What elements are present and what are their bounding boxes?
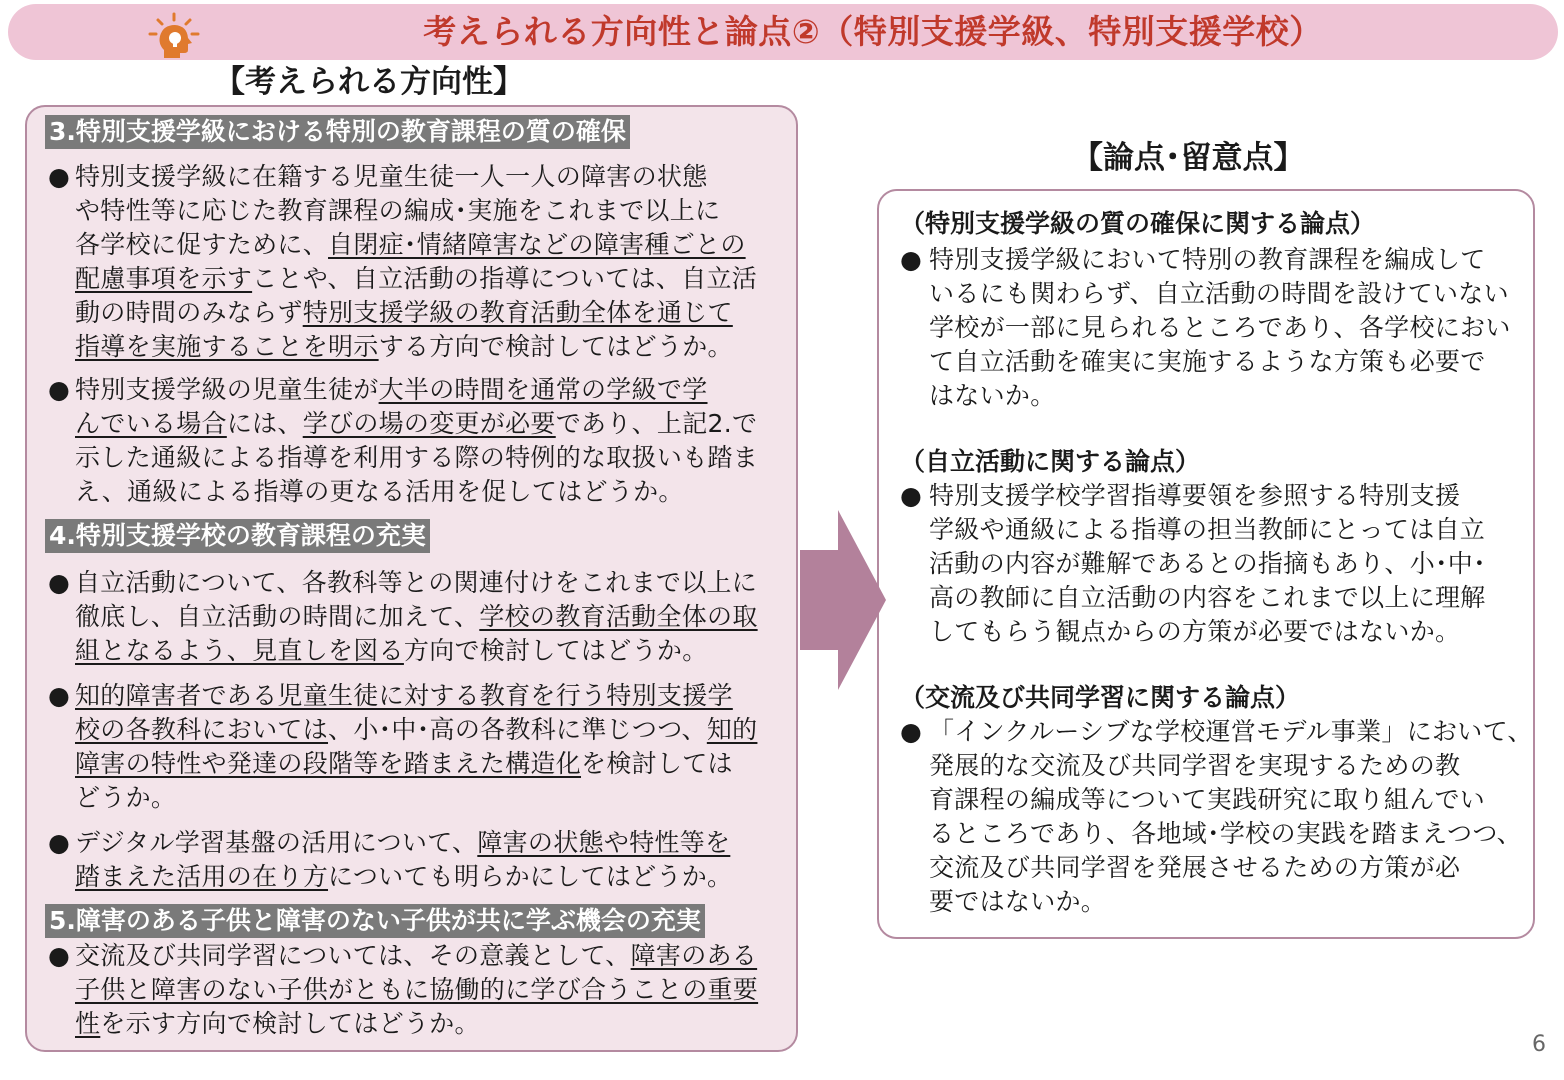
text-segment: いるにも関わらず、自立活動の時間を設けていない bbox=[929, 279, 1509, 308]
text-segment: 育課程の編成等について実践研究に取り組んでい bbox=[929, 785, 1486, 814]
left-heading: 【考えられる方向性】 bbox=[214, 64, 524, 100]
text-line bbox=[929, 749, 1533, 783]
text-segment: を示す方向で検討してはどうか。 bbox=[100, 1009, 480, 1038]
issue-group-heading: （自立活動に関する論点） bbox=[900, 447, 1201, 476]
text-line bbox=[929, 479, 1486, 513]
page-title: 考えられる方向性と論点②（特別支援学級、特別支援学校） bbox=[423, 12, 1323, 51]
text-segment: してもらう観点からの方策が必要ではないか。 bbox=[929, 617, 1461, 646]
text-line bbox=[75, 160, 757, 194]
bullet-dot-icon: ● bbox=[48, 828, 71, 857]
underlined-text: んでいる場合 bbox=[75, 409, 227, 438]
underlined-text: 自閉症･情緒障害などの障害種ごとの bbox=[328, 230, 746, 259]
underlined-text: 知的 bbox=[706, 715, 758, 744]
text-line bbox=[929, 379, 1511, 413]
underlined-text: 校の各教科においては bbox=[75, 715, 329, 744]
text-segment: 特別支援学級において特別の教育課程を編成して bbox=[929, 245, 1486, 274]
bullet-dot-icon: ● bbox=[900, 481, 923, 510]
bullet-item bbox=[48, 679, 757, 815]
text-segment: 示した通級による指導を利用する際の特例的な取扱いも踏ま bbox=[75, 443, 759, 472]
text-line bbox=[75, 1007, 758, 1041]
underlined-text: 性 bbox=[75, 1009, 101, 1038]
bullet-item bbox=[48, 373, 758, 509]
text-line bbox=[929, 277, 1511, 311]
section-4-heading: 4.特別支援学校の教育課程の充実 bbox=[45, 519, 430, 553]
text-segment: るところであり、各地域･学校の実践を踏まえつつ、 bbox=[929, 819, 1522, 848]
text-line bbox=[929, 851, 1533, 885]
text-segment: であり、上記2.で bbox=[555, 409, 758, 438]
bullet-item bbox=[900, 479, 1486, 649]
bullet-dot-icon: ● bbox=[900, 245, 923, 274]
underlined-text: 大半の時間を通常の学級で学 bbox=[378, 375, 708, 404]
text-segment: 、小･中･高の各教科に準じつつ、 bbox=[328, 715, 707, 744]
issue-group-heading: （特別支援学級の質の確保に関する論点） bbox=[900, 209, 1376, 238]
text-line bbox=[75, 747, 757, 781]
text-line bbox=[929, 581, 1486, 615]
text-line bbox=[929, 885, 1533, 919]
text-segment: 発展的な交流及び共同学習を実現するための教 bbox=[929, 751, 1461, 780]
bullet-item bbox=[48, 566, 758, 668]
text-segment: 方向で検討してはどうか。 bbox=[403, 636, 708, 665]
text-line bbox=[75, 939, 758, 973]
text-segment: 高の教師に自立活動の内容をこれまで以上に理解 bbox=[929, 583, 1486, 612]
underlined-text: 組となるよう、見直しを図る bbox=[75, 636, 404, 665]
text-segment: を検討しては bbox=[581, 749, 733, 778]
text-segment: 交流及び共同学習については、その意義として、 bbox=[75, 941, 631, 970]
text-line bbox=[75, 296, 757, 330]
text-segment: 特別支援学級に在籍する児童生徒一人一人の障害の状態 bbox=[75, 162, 708, 191]
text-segment: 特別支援学校学習指導要領を参照する特別支援 bbox=[929, 481, 1461, 510]
text-segment: 活動の内容が難解であるとの指摘もあり、小･中･ bbox=[929, 549, 1486, 578]
text-line bbox=[929, 817, 1533, 851]
text-segment: ことや、自立活動の指導については、自立活 bbox=[252, 264, 758, 293]
text-line bbox=[75, 600, 758, 634]
text-segment: 学校が一部に見られるところであり、各学校におい bbox=[929, 313, 1511, 342]
text-line bbox=[929, 547, 1486, 581]
underlined-text: 指導を実施することを明示 bbox=[75, 332, 379, 361]
text-segment: 自立活動について、各教科等との関連付けをこれまで以上に bbox=[75, 568, 758, 597]
text-line bbox=[75, 679, 757, 713]
text-line bbox=[75, 262, 757, 296]
text-segment: て自立活動を確実に実施するような方策も必要で bbox=[929, 347, 1486, 376]
underlined-text: 障害の特性や発達の段階等を踏まえた構造化 bbox=[75, 749, 582, 778]
underlined-text: 学びの場の変更が必要 bbox=[302, 409, 556, 438]
text-line bbox=[929, 783, 1533, 817]
underlined-text: 障害の状態や特性等を bbox=[477, 828, 731, 857]
lightbulb-head-icon bbox=[144, 12, 204, 60]
text-line bbox=[75, 713, 757, 747]
text-segment: え、通級による指導の更なる活用を促してはどうか。 bbox=[75, 477, 684, 506]
text-segment: には、 bbox=[226, 409, 303, 438]
text-segment: 交流及び共同学習を発展させるための方策が必 bbox=[929, 853, 1461, 882]
bullet-dot-icon: ● bbox=[48, 375, 71, 404]
underlined-text: 特別支援学級の教育活動全体を通じて bbox=[302, 298, 733, 327]
section-3-heading: 3.特別支援学級における特別の教育課程の質の確保 bbox=[45, 115, 630, 149]
text-segment: 特別支援学級の児童生徒が bbox=[75, 375, 379, 404]
text-segment: 学級や通級による指導の担当教師にとっては自立 bbox=[929, 515, 1486, 544]
text-segment: 徹底し、自立活動の時間に加えて、 bbox=[75, 602, 480, 631]
underlined-text: 配慮事項を示す bbox=[75, 264, 253, 293]
text-segment: デジタル学習基盤の活用について、 bbox=[75, 828, 478, 857]
underlined-text: 障害のある bbox=[630, 941, 758, 970]
bullet-item bbox=[900, 243, 1511, 413]
bullet-item bbox=[48, 939, 758, 1041]
text-line bbox=[75, 634, 758, 668]
text-segment: 要ではないか。 bbox=[929, 887, 1107, 916]
bullet-item bbox=[48, 826, 732, 894]
text-line bbox=[929, 243, 1511, 277]
bullet-item bbox=[48, 160, 757, 364]
bullet-dot-icon: ● bbox=[48, 941, 71, 970]
page-number: 6 bbox=[1532, 1032, 1546, 1057]
text-line bbox=[75, 781, 757, 815]
text-line bbox=[75, 194, 757, 228]
text-line bbox=[75, 566, 758, 600]
text-line bbox=[929, 311, 1511, 345]
bullet-dot-icon: ● bbox=[48, 162, 71, 191]
text-segment: どうか。 bbox=[75, 783, 177, 812]
text-line bbox=[75, 826, 732, 860]
bullet-dot-icon: ● bbox=[900, 717, 923, 746]
text-line bbox=[75, 973, 758, 1007]
text-line bbox=[75, 407, 758, 441]
text-line bbox=[929, 715, 1533, 749]
text-line bbox=[75, 475, 758, 509]
text-segment: 「インクルーシブな学校運営モデル事業」において、 bbox=[929, 717, 1533, 746]
right-heading: 【論点･留意点】 bbox=[1072, 140, 1305, 176]
text-line bbox=[75, 441, 758, 475]
title-bar bbox=[8, 4, 1558, 60]
text-segment: する方向で検討してはどうか。 bbox=[378, 332, 733, 361]
text-line bbox=[75, 330, 757, 364]
text-line bbox=[929, 615, 1486, 649]
text-line bbox=[75, 373, 758, 407]
bullet-dot-icon: ● bbox=[48, 681, 71, 710]
text-segment: はないか。 bbox=[929, 381, 1056, 410]
text-line bbox=[75, 860, 732, 894]
text-segment: 各学校に促すために、 bbox=[75, 230, 329, 259]
text-segment: や特性等に応じた教育課程の編成･実施をこれまで以上に bbox=[75, 196, 721, 225]
text-segment: についても明らかにしてはどうか。 bbox=[328, 862, 733, 891]
underlined-text: 踏まえた活用の在り方 bbox=[75, 862, 329, 891]
underlined-text: 知的障害者である児童生徒に対する教育を行う特別支援学 bbox=[75, 681, 733, 710]
text-line bbox=[929, 513, 1486, 547]
bullet-dot-icon: ● bbox=[48, 568, 71, 597]
right-arrow-icon bbox=[800, 510, 886, 690]
section-5-heading: 5.障害のある子供と障害のない子供が共に学ぶ機会の充実 bbox=[45, 904, 705, 938]
text-segment: 動の時間のみならず bbox=[75, 298, 303, 327]
text-line bbox=[75, 228, 757, 262]
underlined-text: 学校の教育活動全体の取 bbox=[479, 602, 758, 631]
underlined-text: 子供と障害のない子供がともに協働的に学び合うことの重要 bbox=[75, 975, 759, 1004]
text-line bbox=[929, 345, 1511, 379]
bullet-item bbox=[900, 715, 1533, 919]
issue-group-heading: （交流及び共同学習に関する論点） bbox=[900, 683, 1301, 712]
